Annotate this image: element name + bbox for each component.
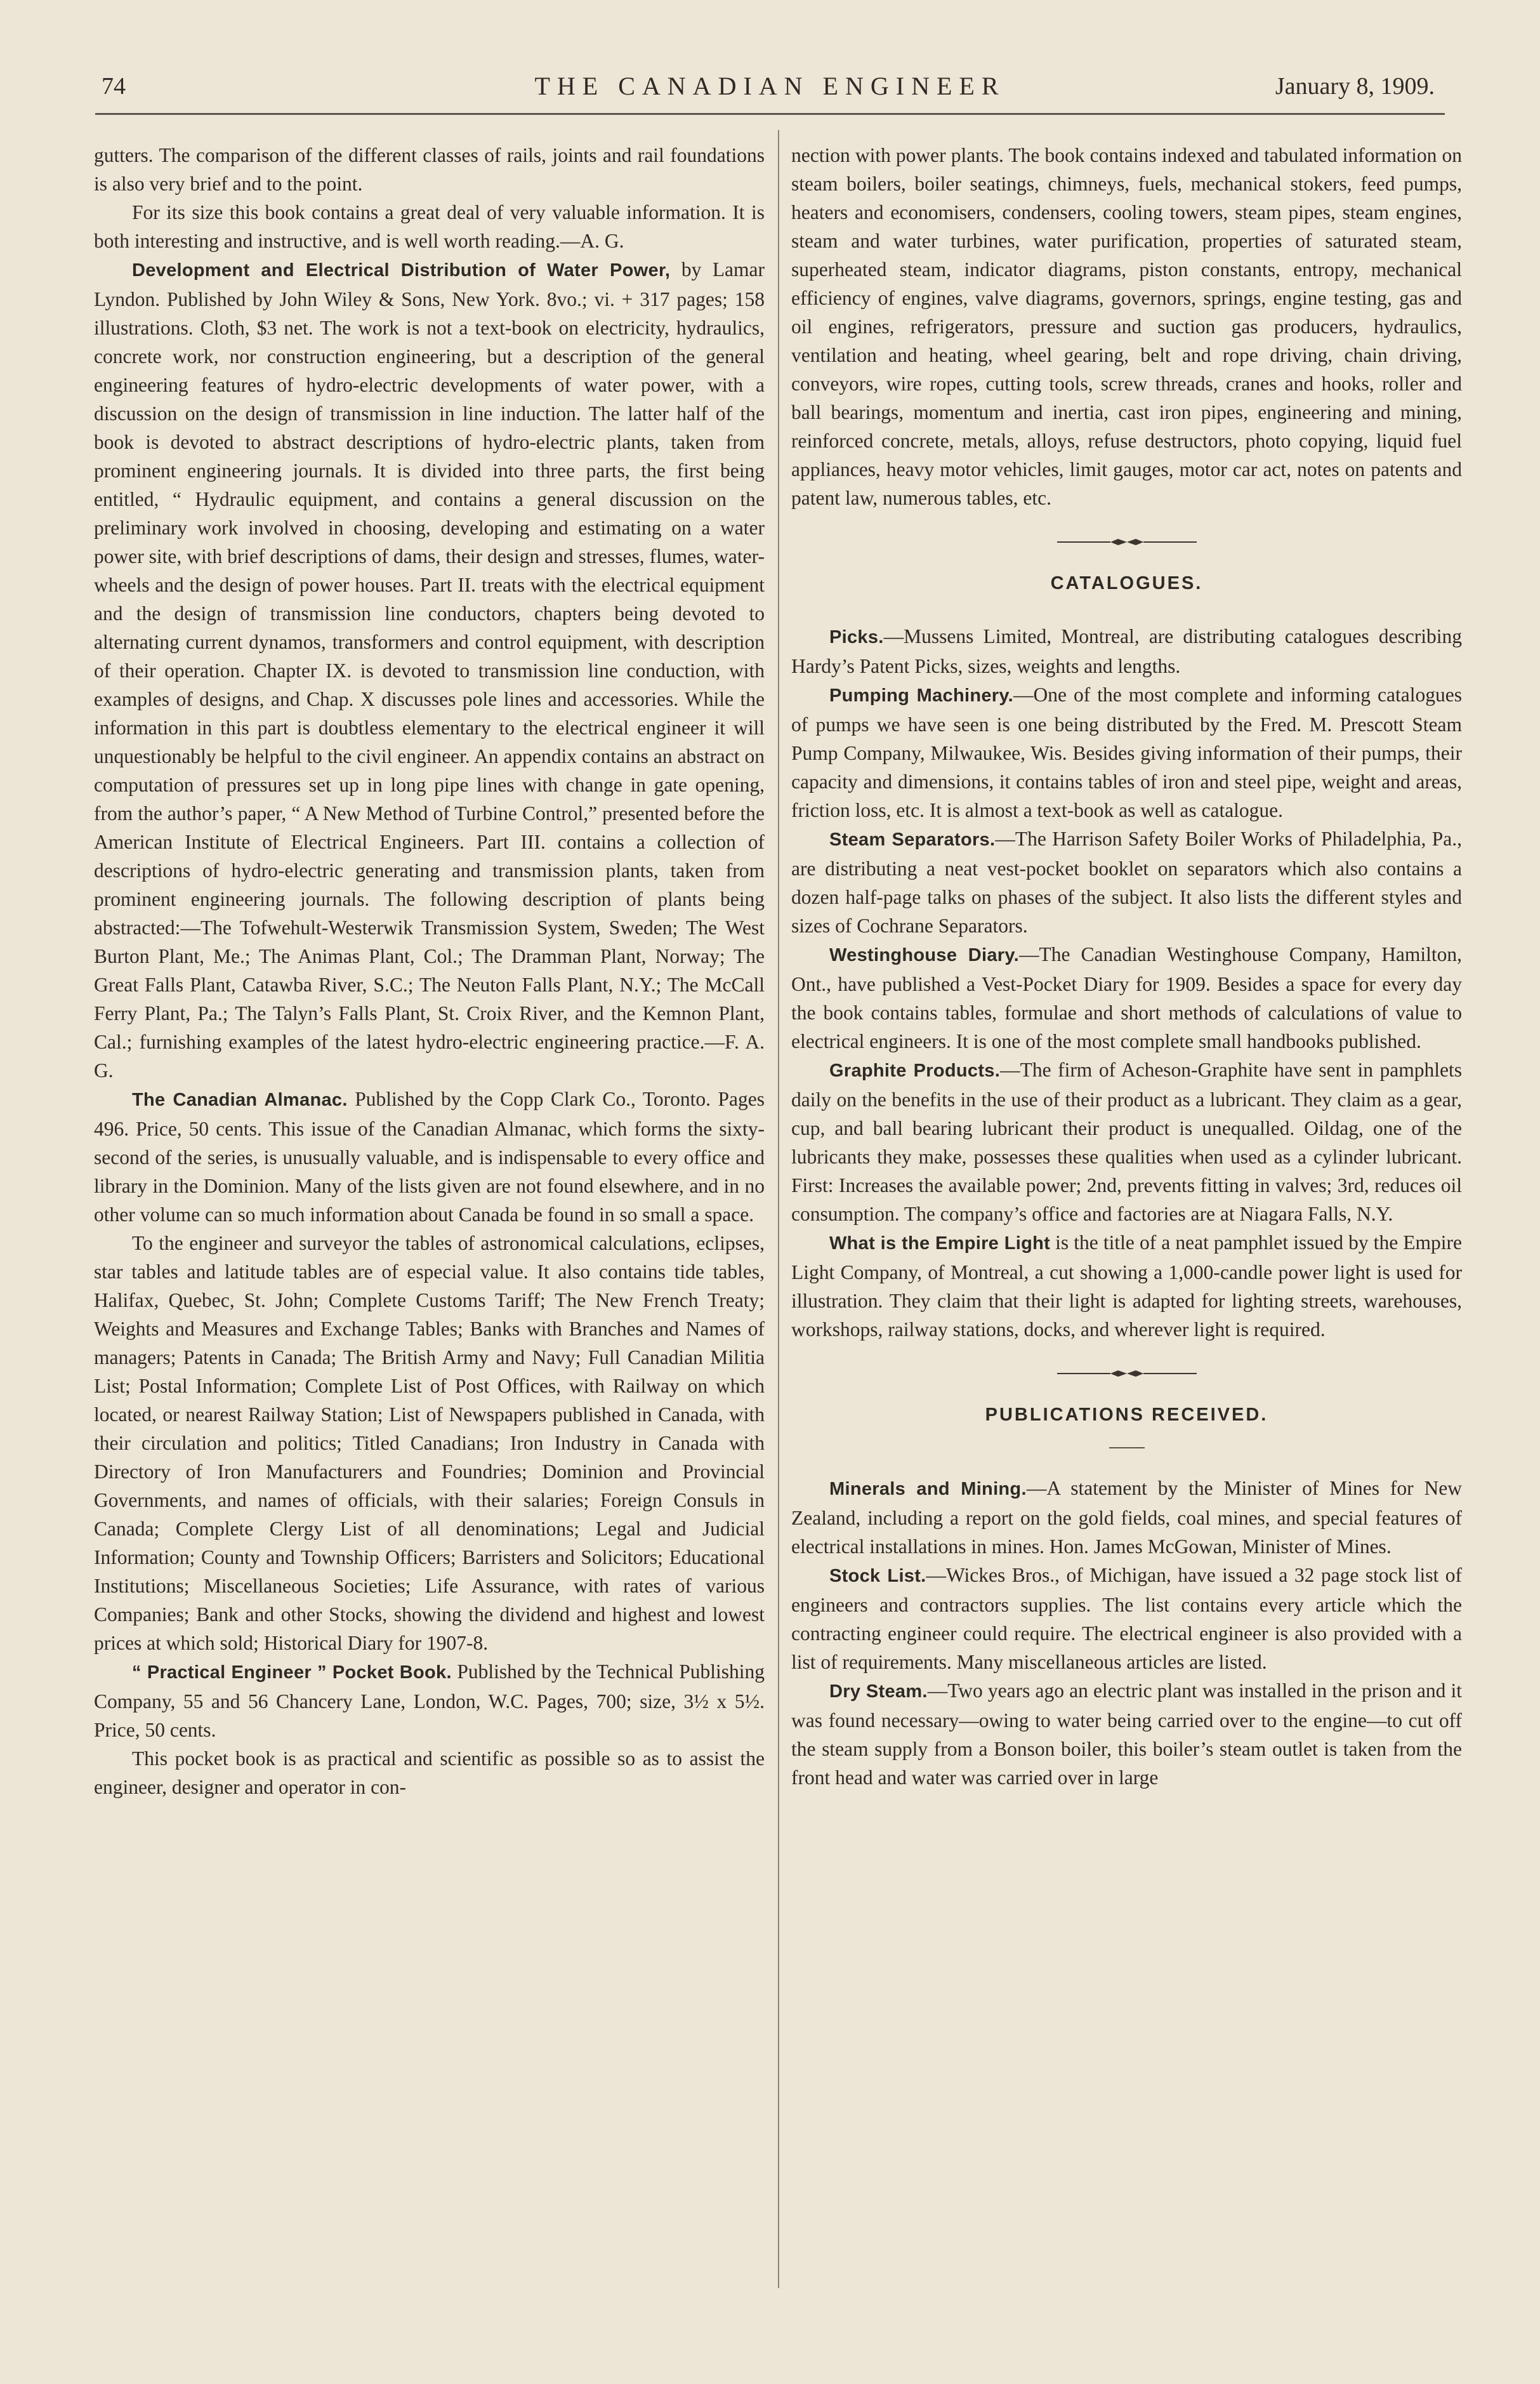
paragraph: For its size this book contains a great deal of very valuable information. It is both interesting and instructive, and is well worth reading.—A. G. [94, 201, 765, 252]
review-water-power [94, 255, 765, 1085]
entry-heading: Minerals and Mining. [829, 1479, 1027, 1499]
catalogue-entry [791, 1056, 1462, 1228]
page-header [95, 69, 1445, 115]
journal-title: THE CANADIAN ENGINEER [534, 72, 1006, 100]
entry-body: —The Harrison Safety Boiler Works of Philadelphia, Pa., are distributing a neat vest-pocket booklet on separators which also contains a dozen half-page talks on phases of the subject. It also lists the different styles and sizes of Cochrane Separators. [791, 828, 1462, 937]
ornament-divider-icon [1057, 1369, 1197, 1378]
entry-body: —The Canadian Westinghouse Company, Hamilton, Ont., have published a Vest-Pocket Diary for 1909. Besides a space for every day the book contains tables, formulae and short methods of calculations of value to electrical engineers. It is one of the most complete small handbooks published. [791, 943, 1462, 1052]
entry-body: —A statement by the Minister of Mines for New Zealand, including a report on the gold fields, coal mines, and special features of electrical installations in mines. Hon. James McGowan, Minister of Mines. [791, 1477, 1462, 1558]
paragraph: This pocket book is as practical and scientific as possible so as to assist the engineer, designer and operator in con- [94, 1747, 765, 1798]
entry-body: —Mussens Limited, Montreal, are distributing catalogues describing Hardy’s Patent Picks, sizes, weights and lengths. [791, 625, 1462, 677]
catalogue-entry [791, 824, 1462, 940]
entry-heading: Stock List. [829, 1566, 926, 1586]
entry-body: —Two years ago an electric plant was installed in the prison and it was found necessary—owing to water being carried over to the engine—to cut off the steam supply from a Bonson boiler, this boiler’s steam outlet is taken from the front head and water was carried over in large [791, 1679, 1462, 1789]
review-heading: The Canadian Almanac. [132, 1090, 348, 1110]
entry-heading: What is the Empire Light [829, 1233, 1051, 1254]
catalogue-entry [791, 940, 1462, 1056]
paragraph: gutters. The comparison of the different classes of rails, joints and rail foundations is also very brief and to the point. [94, 144, 765, 195]
entry-body: —The firm of Acheson-Graphite have sent in pamphlets daily on the benefits in the use of their product as a lubricant. They claim as a gear, cup, and ball bearing lubricant their product is unequalled. Oildag, one of the lubricants they make, possesses these qualities when used as a cylinder lubricant. First: Increases the available power; 2nd, prevents fitting in valves; 3rd, reduces oil consumption. The company’s office and factories are at Niagara Falls, N.Y. [791, 1059, 1462, 1225]
paragraph: To the engineer and surveyor the tables of astronomical calculations, eclipses, star tables and latitude tables are of especial value. It also contains tide tables, Halifax, Quebec, St. John; Complete Customs Tariff; The New French Treaty; Weights and Measures and Exchange Tables; Banks with Branches and Names of managers; Patents in Canada; The British Army and Navy; Full Canadian Militia List; Postal Information; Complete List of Post Offices, with Railway on which located, or nearest Railway Station; List of Newspapers published in Canada, with their circulation and politics; Titled Canadians; Iron Industry in Canada with Directory of Iron Manufacturers and Foundries; Dominion and Provincial Governments, and names of officials, with their salaries; Foreign Consuls in Canada; Complete Clergy List of all denominations; Legal and Judicial Information; County and Township Officers; Barristers and Solicitors; Educational Institutions; Miscellaneous Societies; Life Assurance, with rates of various Companies; Bank and other Stocks, showing the dividend and highest and lowest prices at which sold; Historical Diary for 1907-8. [94, 1232, 765, 1654]
entry-heading: Dry Steam. [829, 1681, 928, 1702]
entry-heading: Picks. [829, 627, 884, 647]
entry-heading: Pumping Machinery. [829, 685, 1013, 706]
entry-heading: Westinghouse Diary. [829, 945, 1019, 965]
publication-entry [791, 1561, 1462, 1676]
review-heading: “ Practical Engineer ” Pocket Book. [132, 1662, 452, 1683]
catalogue-entry [791, 622, 1462, 680]
section-title-catalogues: CATALOGUES. [1050, 573, 1203, 593]
page-number: 74 [102, 73, 126, 100]
entry-body: is the title of a neat pamphlet issued by the Empire Light Company, of Montreal, a cut showing a 1,000-candle power light is used for illustration. They claim that their light is adapted for lighting streets, warehouses, workshops, railway stations, docks, and wherever light is required. [791, 1231, 1462, 1341]
catalogue-entry [791, 680, 1462, 824]
entry-body: —One of the most complete and informing catalogues of pumps we have seen is one being distributed by the Fred. M. Prescott Steam Pump Company, Milwaukee, Wis. Besides giving information of their pumps, their capacity and dimensions, it contains tables of iron and steel pipe, weight and areas, friction loss, etc. It is almost a text-book as well as catalogue. [791, 684, 1462, 821]
section-title-publications: PUBLICATIONS RECEIVED. [985, 1405, 1268, 1425]
review-heading: Development and Electrical Distribution of Water Power, [132, 260, 671, 281]
review-body: by Lamar Lyndon. Published by John Wiley & Sons, New York. 8vo.; vi. + 317 pages; 158 illustrations. Cloth, $3 net. The work is not a text-book on electricity, hydraulics, concrete work, nor construction engineering, but a description of the general engineering features of hydro-electric developments of water power, with a discussion on the design of transmission in line induction. The latter half of the book is devoted to abstract descriptions of hydro-electric plants, taken from prominent engineering journals. It is divided into three parts, the first being entitled, “ Hydraulic equipment, and contains a general discussion on the preliminary work involved in choosing, developing and estimating on a water power site, with brief descriptions of dams, their design and stresses, flumes, water-wheels and the design of power houses. Part II. treats with the electrical equipment and the design of transmission line conductors, chapters being devoted to alternating current dynamos, transformers and control equipment, with description of their operation. Chapter IX. is devoted to transmission line conduction, with examples of designs, and Chap. X discusses pole lines and accessories. While the information in this part is doubtless elementary to the electrical engineer it will unquestionably be helpful to the civil engineer. An appendix contains an abstract on computation of pressures set up in long pipe lines with change in gate opening, from the author’s paper, “ A New Method of Turbine Control,” presented before the American Institute of Electrical Engineers. Part III. contains a collection of descriptions of hydro-electric generating and transmission plants, taken from prominent engineering journals. The following description of plants being abstracted:—The Tofwehult-Westerwik Transmission System, Sweden; The West Burton Plant, Me.; The Animas Plant, Col.; The Dramman Plant, Norway; The Great Falls Plant, Catawba River, S.C.; The Neuton Falls Plant, N.Y.; The McCall Ferry Plant, Pa.; The Talyn’s Falls Plant, St. Croix River, and the Kemnon Plant, Cal.; furnishing examples of the latest hydro-electric engineering practice.—F. A. G. [94, 258, 765, 1082]
ornament-divider-icon [1057, 538, 1197, 546]
paragraph: nection with power plants. The book contains indexed and tabulated information on steam boilers, boiler seatings, chimneys, fuels, mechanical stokers, feed pumps, heaters and economisers, condensers, cooling towers, steam pipes, steam engines, steam and water turbines, water purification, properties of saturated steam, superheated steam, indicator diagrams, piston constants, entropy, mechanical efficiency of engines, valve diagrams, governors, springs, engine testing, gas and oil engines, refrigerators, pressure and suction gas producers, hydraulics, ventilation and heating, wheel gearing, belt and rope driving, chain driving, conveyors, wire ropes, cutting tools, screw threads, cranes and hooks, roller and ball bearings, momentum and inertia, cast iron pipes, engineering and mining, reinforced concrete, metals, alloys, refuse destructors, photo copying, liquid fuel appliances, heavy motor vehicles, limit gauges, motor car act, notes on patents and patent law, numerous tables, etc. [791, 144, 1462, 509]
entry-body: —Wickes Bros., of Michigan, have issued a 32 page stock list of engineers and contractors supplies. The list contains every article which the contracting engineer could require. The electrical engineer is also provided with a list of requirements. Many miscellaneous articles are listed. [791, 1564, 1462, 1673]
publication-entry [791, 1474, 1462, 1561]
title-underline [1109, 1447, 1145, 1448]
right-column [791, 141, 1462, 1792]
review-body: Published by the Technical Publishing Company, 55 and 56 Chancery Lane, London, W.C. Pages, 700; size, 3½ x 5½. Price, 50 cents. [94, 1660, 765, 1741]
column-divider [778, 130, 779, 2288]
left-column [94, 141, 765, 1801]
review-almanac [94, 1085, 765, 1229]
review-pocket-book [94, 1657, 765, 1744]
issue-date: January 8, 1909. [1275, 73, 1435, 100]
catalogue-entry [791, 1228, 1462, 1344]
entry-heading: Graphite Products. [829, 1061, 1001, 1081]
publication-entry [791, 1676, 1462, 1792]
review-body: Published by the Copp Clark Co., Toronto. Pages 496. Price, 50 cents. This issue of the Canadian Almanac, which forms the sixty-second of the series, is unusually valuable, and is indispensable to every office and library in the Dominion. Many of the lists given are not found elsewhere, and in no other volume can so much information about Canada be found in so small a space. [94, 1088, 765, 1226]
entry-heading: Steam Separators. [829, 830, 996, 850]
